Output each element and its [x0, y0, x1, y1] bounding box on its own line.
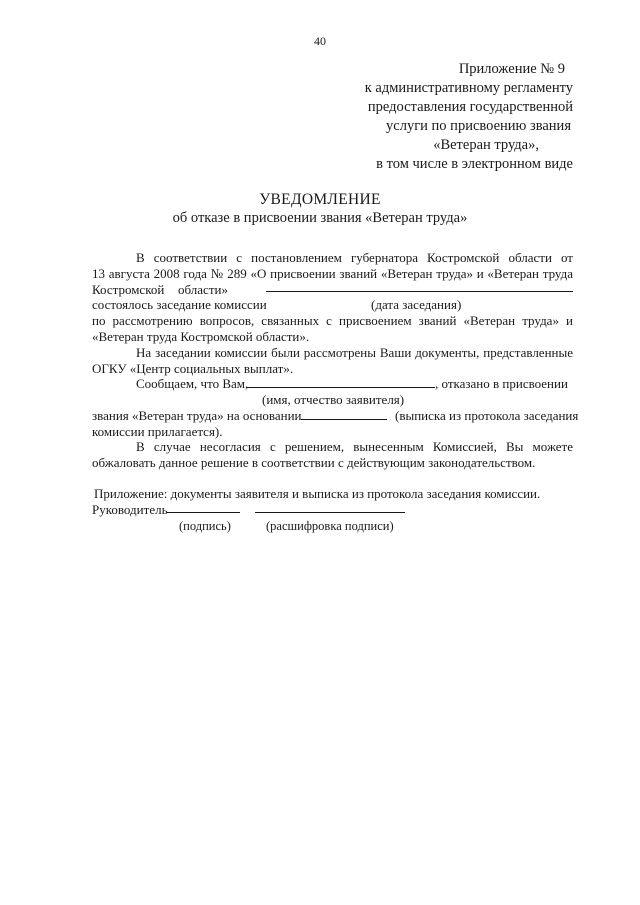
blank-line	[266, 291, 573, 292]
body-line: Сообщаем, что Вам,	[136, 376, 249, 391]
blank-line	[301, 419, 387, 420]
body-line: области»	[178, 282, 228, 297]
body-line: комиссии прилагается).	[92, 424, 223, 439]
body-line: обжаловать данное решение в соответствии с действующим законодательством.	[92, 455, 536, 470]
body-line: 13 августа 2008 года № 289 «О присвоении званий «Ветеран труда» и «Ветеран труда	[92, 266, 573, 281]
body-line: «Ветеран труда Костромской области».	[92, 329, 310, 344]
body-line: состоялось заседание комиссии	[92, 297, 267, 312]
appendix-line: «Ветеран труда»,	[433, 137, 539, 153]
body-line: звания «Ветеран труда» на основании	[92, 408, 302, 423]
body-line: На заседании комиссии были рассмотрены Ваши документы, представленные	[136, 345, 573, 360]
body-line: по рассмотрению вопросов, связанных с присвоением званий «Ветеран труда» и	[92, 313, 573, 328]
document-subtitle: об отказе в присвоении звания «Ветеран труда»	[172, 210, 468, 226]
transcript-line	[255, 512, 405, 513]
body-line: В соответствии с постановлением губернатора Костромской области от	[136, 250, 573, 265]
page-number: 40	[314, 34, 326, 48]
field-caption: (выписка из протокола заседания	[395, 408, 579, 423]
signature-caption: (подпись)	[179, 519, 231, 533]
body-line: В случае несогласия с решением, вынесенным Комиссией, Вы можете	[136, 439, 573, 454]
appendix-line: услуги по присвоению звания	[386, 118, 571, 134]
head-label: Руководитель	[92, 502, 168, 517]
field-caption: (дата заседания)	[371, 297, 462, 312]
body-line: Костромской	[92, 282, 165, 297]
transcript-caption: (расшифровка подписи)	[266, 519, 394, 533]
field-caption: (имя, отчество заявителя)	[262, 392, 405, 407]
appendix-line: Приложение № 9	[458, 61, 565, 77]
signature-line	[166, 512, 240, 513]
body-line: , отказано в присвоении	[435, 376, 568, 391]
body-line: ОГКУ «Центр социальных выплат».	[92, 361, 294, 376]
attachment-line: Приложение: документы заявителя и выписка из протокола заседания комиссии.	[94, 486, 541, 501]
appendix-line: к административному регламенту	[364, 80, 573, 96]
blank-line	[246, 387, 435, 388]
appendix-line: предоставления государственной	[367, 99, 573, 115]
document-title: УВЕДОМЛЕНИЕ	[259, 191, 381, 208]
appendix-line: в том числе в электронном виде	[376, 156, 573, 172]
